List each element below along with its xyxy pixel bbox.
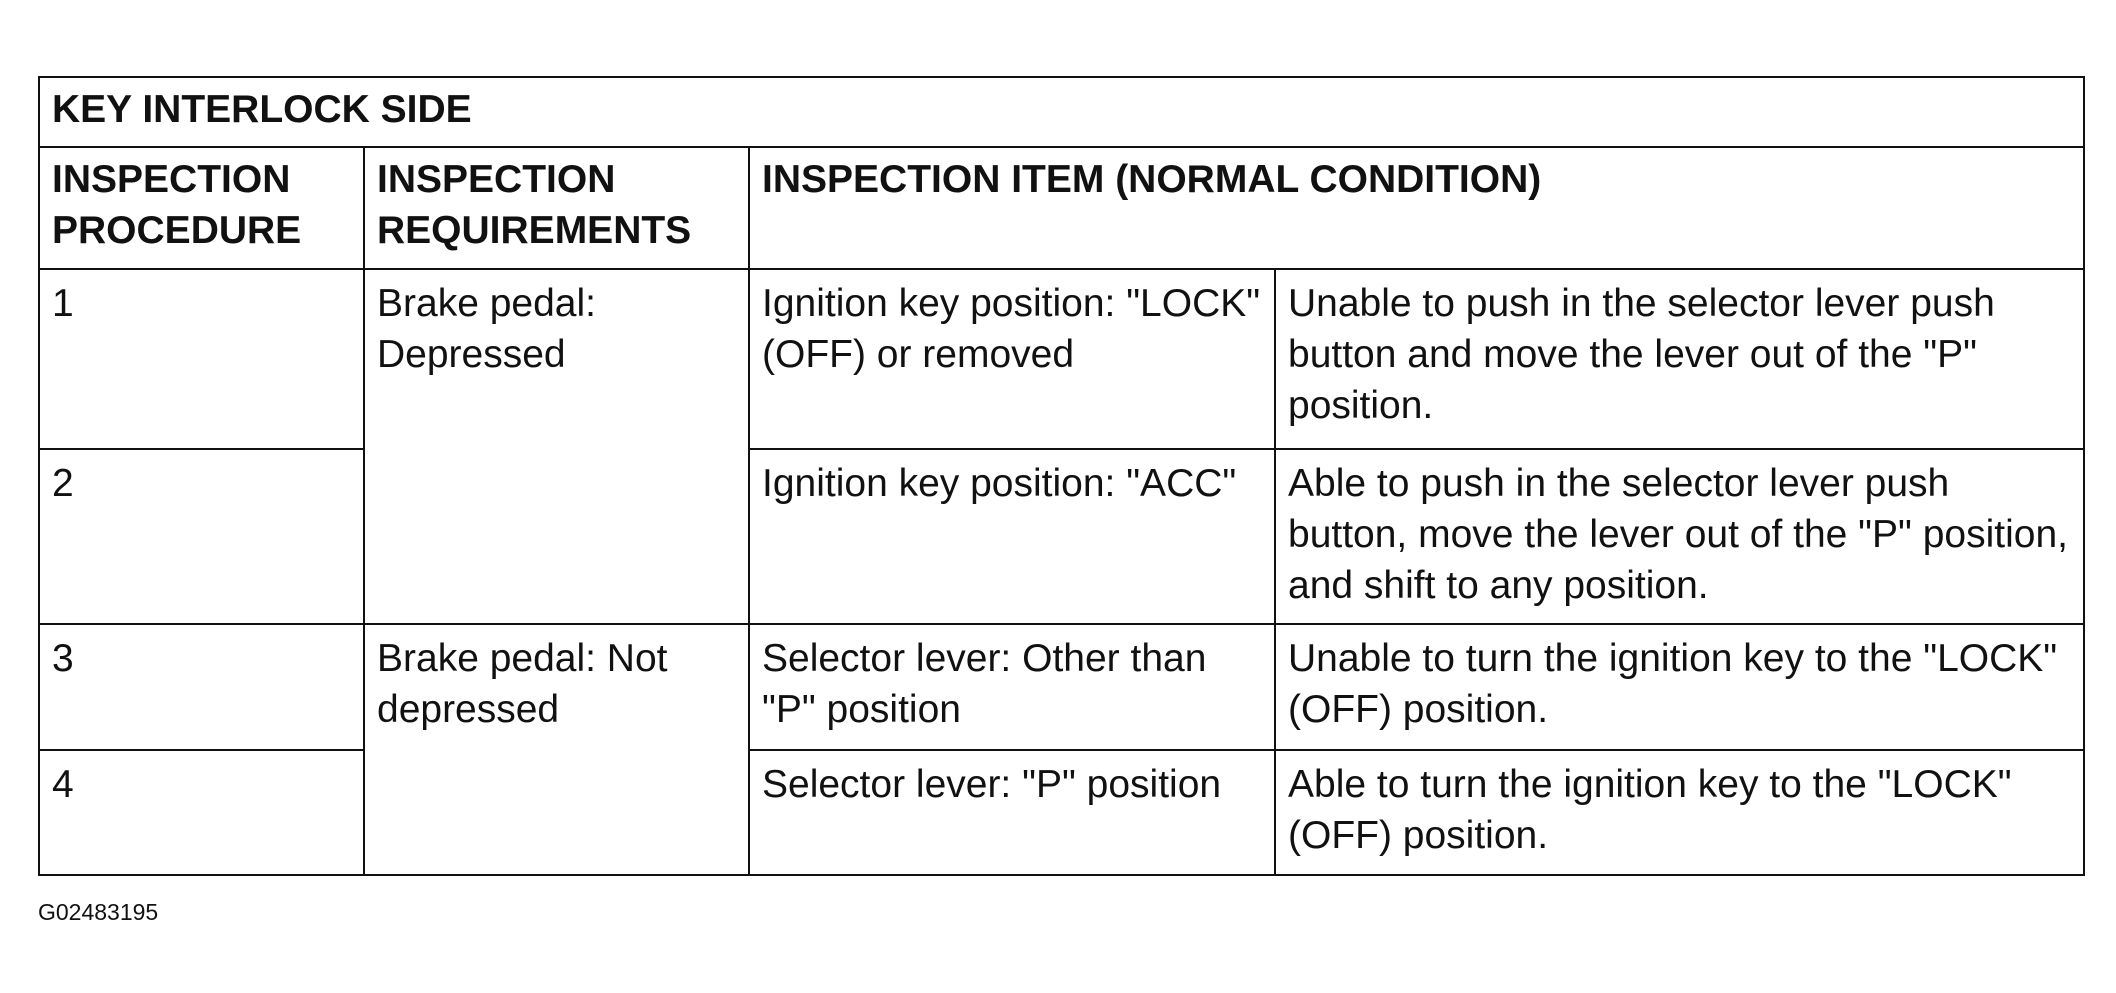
table-row	[39, 269, 2084, 450]
normal-condition-cell: Able to turn the ignition key to the "LOCK" (OFF) position.	[1275, 750, 2084, 876]
procedure-cell: 2	[39, 449, 364, 624]
inspection-item-cell: Ignition key position: "ACC"	[749, 449, 1275, 624]
table-title-row	[39, 77, 2084, 147]
procedure-cell: 4	[39, 750, 364, 876]
table-row	[39, 624, 2084, 749]
header-inspection-procedure: INSPECTION PROCEDURE	[39, 147, 364, 268]
key-interlock-inspection-table	[38, 76, 2085, 876]
normal-condition-cell: Unable to push in the selector lever push button and move the lever out of the "P" position.	[1275, 269, 2084, 450]
table-row	[39, 750, 2084, 876]
normal-condition-cell: Able to push in the selector lever push button, move the lever out of the "P" position, and shift to any position.	[1275, 449, 2084, 624]
table-header-row	[39, 147, 2084, 268]
inspection-item-cell: Selector lever: Other than "P" position	[749, 624, 1275, 749]
normal-condition-cell: Unable to turn the ignition key to the "LOCK" (OFF) position.	[1275, 624, 2084, 749]
header-inspection-item: INSPECTION ITEM (NORMAL CONDITION)	[749, 147, 2084, 268]
requirements-cell: Brake pedal: Not depressed	[364, 624, 749, 875]
inspection-item-cell: Selector lever: "P" position	[749, 750, 1275, 876]
table-row	[39, 449, 2084, 624]
figure-code: G02483195	[38, 899, 159, 925]
requirements-cell: Brake pedal: Depressed	[364, 269, 749, 624]
table-title: KEY INTERLOCK SIDE	[39, 77, 2084, 147]
procedure-cell: 1	[39, 269, 364, 450]
inspection-item-cell: Ignition key position: "LOCK" (OFF) or removed	[749, 269, 1275, 450]
header-inspection-requirements: INSPECTION REQUIREMENTS	[364, 147, 749, 268]
procedure-cell: 3	[39, 624, 364, 749]
